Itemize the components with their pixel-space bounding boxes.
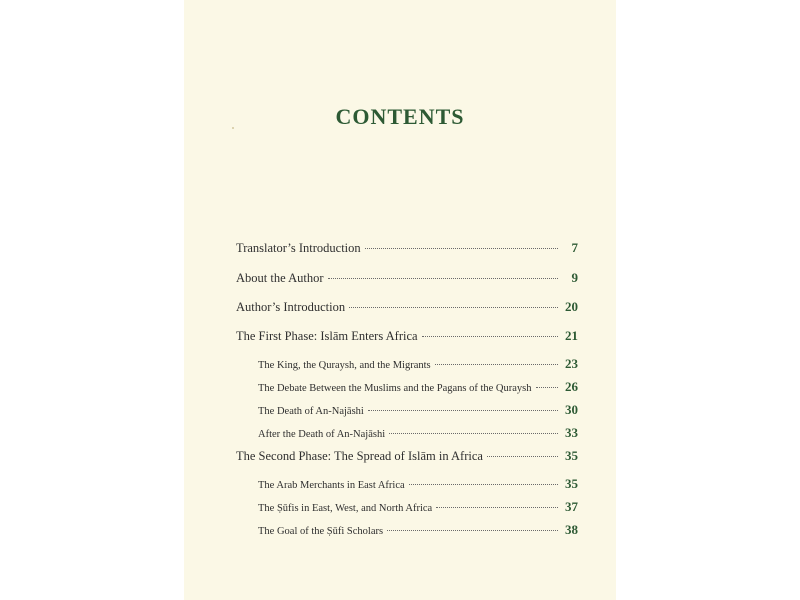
toc-page-number: 35 [565,476,578,491]
toc-entry [236,240,578,256]
toc-subentry [258,499,578,515]
toc-entry-title: The Ṣūfis in East, West, and North Africa [258,503,433,514]
dot-leader [422,336,558,337]
toc-subentry [258,522,578,538]
dot-leader [365,248,558,249]
toc-entry-title: Author’s Introduction [236,300,346,314]
dot-leader [435,364,558,365]
toc-page-number: 30 [565,402,578,417]
toc-entry [236,299,578,315]
toc-page-number: 26 [565,379,578,394]
toc-subentry [258,476,578,492]
dot-leader [389,433,558,434]
toc-entry-title: The Goal of the Ṣūfi Scholars [258,526,384,537]
table-of-contents [184,0,616,600]
toc-entry-title: After the Death of An-Najāshi [258,429,386,440]
toc-entry [236,448,578,464]
toc-subentry [258,402,578,418]
toc-subentry [258,379,578,395]
toc-entry-title: Translator’s Introduction [236,241,361,255]
toc-entry-title: The First Phase: Islām Enters Africa [236,329,418,343]
dot-leader [349,307,558,308]
toc-entry-title: The Debate Between the Muslims and the Pagans of the Quraysh [258,383,532,394]
toc-page-number: 37 [565,499,578,514]
toc-entry-title: The Arab Merchants in East Africa [258,480,405,491]
dot-leader [387,530,558,531]
toc-entry [236,270,578,286]
toc-subentry [258,356,578,372]
toc-entry-title: The King, the Quraysh, and the Migrants [258,360,431,371]
dot-leader [436,507,558,508]
dot-leader [536,387,558,388]
toc-page-number: 7 [571,240,578,255]
toc-page-number: 9 [571,270,578,285]
toc-subentry [258,425,578,441]
toc-page-number: 20 [565,299,578,314]
dot-leader [368,410,558,411]
toc-page-number: 23 [565,356,578,371]
toc-page-number: 35 [565,448,578,463]
toc-entry-title: The Second Phase: The Spread of Islām in Africa [236,449,483,463]
dot-leader [409,484,558,485]
toc-page-number: 38 [565,522,578,537]
toc-entry-title: About the Author [236,271,324,285]
dot-leader [487,456,558,457]
contents-heading: CONTENTS [335,104,465,129]
toc-entry-title: The Death of An-Najāshi [258,406,364,417]
toc-entry [236,328,578,344]
toc-page-number: 21 [565,328,578,343]
toc-page-number: 33 [565,425,578,440]
book-page [184,0,616,600]
dot-leader [328,278,559,279]
